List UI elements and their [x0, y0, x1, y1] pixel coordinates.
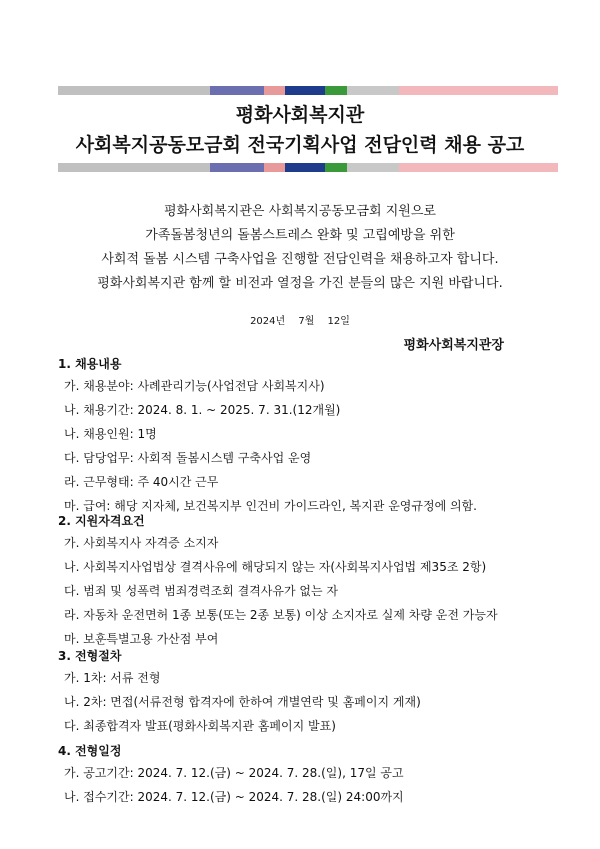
top-color-bar: [58, 86, 558, 95]
list-item: 가. 공고기간: 2024. 7. 12.(금) ~ 2024. 7. 28.(일), 17일 공고: [64, 766, 404, 780]
list-item: 마. 보훈특별고용 가산점 부여: [64, 632, 219, 646]
list-item: 나. 채용인원: 1명: [64, 427, 157, 441]
list-item: 나. 접수기간: 2024. 7. 12.(금) ~ 2024. 7. 28.(일) 24:00까지: [64, 790, 404, 804]
list-item: 라. 근무형태: 주 40시간 근무: [64, 475, 219, 489]
bar-segment: [285, 86, 325, 95]
intro-line: 평화사회복지관 함께 할 비전과 열정을 가진 분들의 많은 지원 바랍니다.: [97, 276, 503, 291]
list-item: 마. 급여: 해당 지자체, 보건복지부 인건비 가이드라인, 복지관 운영규정에 의함.: [64, 499, 477, 513]
list-item: 가. 채용분야: 사례관리기능(사업전담 사회복지사): [64, 379, 325, 393]
section-selection-schedule: [58, 741, 578, 809]
list-item: 나. 2차: 면접(서류전형 합격자에 한하여 개별연락 및 홈페이지 게재): [64, 695, 421, 709]
section-recruitment-details: [58, 354, 578, 518]
bar-segment: [264, 86, 285, 95]
title-line-1: 평화사회복지관: [235, 104, 365, 126]
bar-segment: [399, 86, 558, 95]
list-item: 다. 최종합격자 발표(평화사회복지관 홈페이지 발표): [64, 719, 336, 733]
list-item: 다. 범죄 및 성폭력 범죄경력조회 결격사유가 없는 자: [64, 584, 338, 598]
list-item: 나. 사회복지사업법상 결격사유에 해당되지 않는 자(사회복지사업법 제35조 2항): [64, 560, 487, 574]
section-title: 4. 전형일정: [58, 744, 122, 758]
bar-segment: [325, 163, 347, 172]
bar-segment: [347, 86, 399, 95]
list-item: 가. 사회복지사 자격증 소지자: [64, 536, 219, 550]
signature: 평화사회복지관장: [403, 338, 504, 353]
bar-segment: [347, 163, 399, 172]
bar-segment: [285, 163, 325, 172]
section-qualifications: [58, 511, 578, 651]
section-title: 1. 채용내용: [58, 357, 122, 371]
section-title: 2. 지원자격요건: [58, 514, 145, 528]
list-item: 라. 자동차 운전면허 1종 보통(또는 2종 보통) 이상 소지자로 실제 차량 운전 가능자: [64, 608, 498, 622]
intro-line: 사회적 돌봄 시스템 구축사업을 진행할 전담인력을 채용하고자 합니다.: [101, 252, 499, 267]
bottom-color-bar: [58, 163, 558, 172]
bar-segment: [210, 86, 264, 95]
section-title: 3. 전형절차: [58, 649, 122, 663]
announcement-date: 2024년 7월 12일: [250, 316, 350, 327]
list-item: 나. 채용기간: 2024. 8. 1. ~ 2025. 7. 31.(12개월): [64, 403, 341, 417]
bar-segment: [399, 163, 558, 172]
bar-segment: [325, 86, 347, 95]
title-line-2: 사회복지공동모금회 전국기획사업 전담인력 채용 공고: [75, 134, 525, 156]
bar-segment: [210, 163, 264, 172]
intro-paragraph: [0, 200, 600, 296]
list-item: 다. 담당업무: 사회적 돌봄시스템 구축사업 운영: [64, 451, 312, 465]
section-selection-process: [58, 646, 578, 738]
bar-segment: [264, 163, 285, 172]
intro-line: 평화사회복지관은 사회복지공동모금회 지원으로: [164, 204, 436, 219]
bar-segment: [58, 163, 210, 172]
bar-segment: [58, 86, 210, 95]
list-item: 가. 1차: 서류 전형: [64, 671, 161, 685]
intro-line: 가족돌봄청년의 돌봄스트레스 완화 및 고립예방을 위한: [145, 228, 455, 243]
